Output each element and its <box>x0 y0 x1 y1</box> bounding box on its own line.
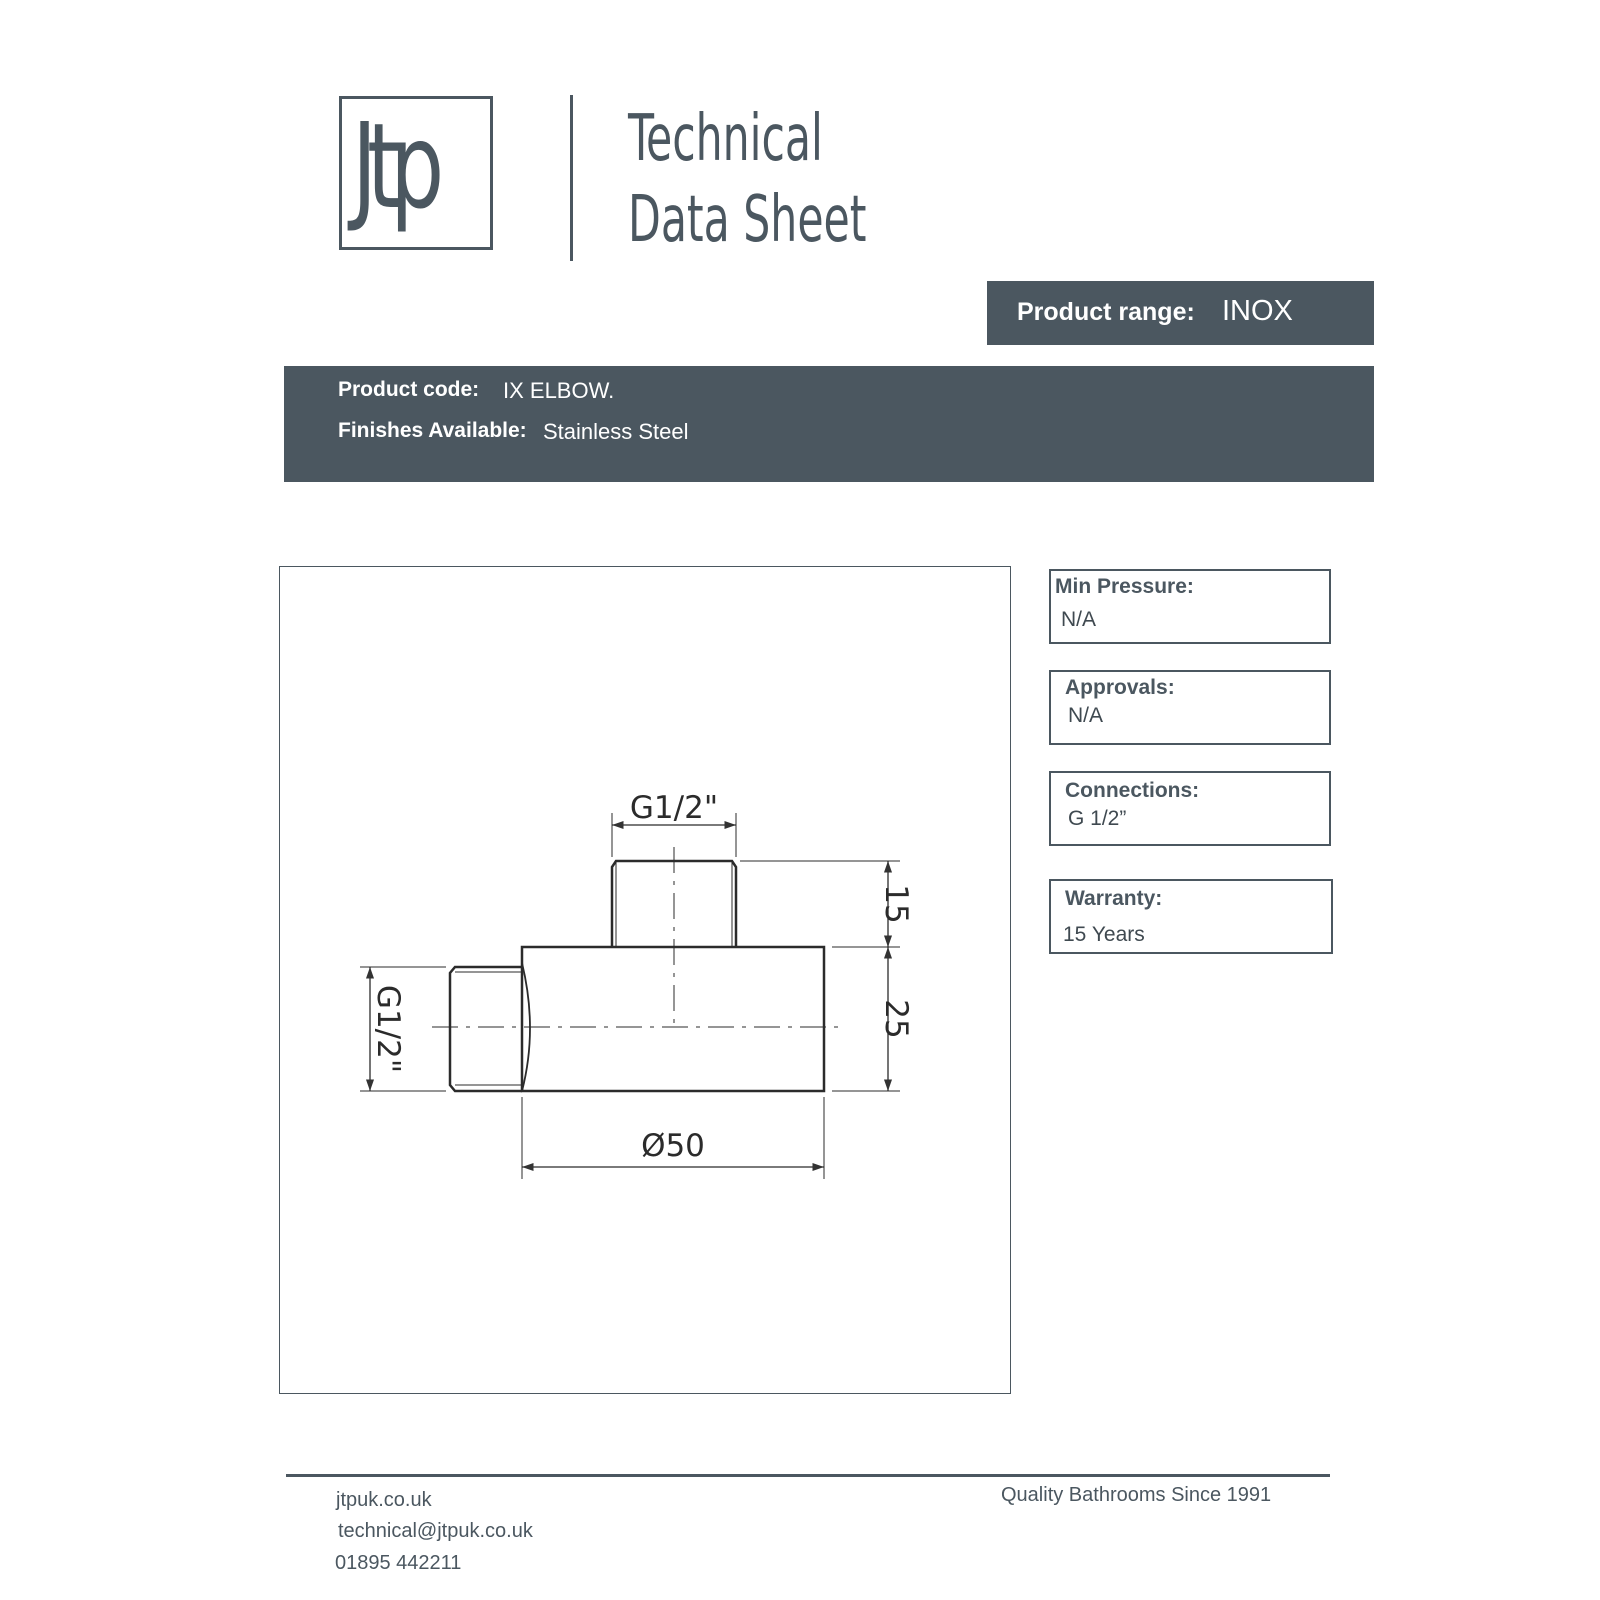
finishes-value: Stainless Steel <box>543 419 689 444</box>
header-divider <box>570 95 573 261</box>
footer-email-link[interactable]: technical@jtpuk.co.uk <box>338 1520 533 1542</box>
spec-label: Connections: <box>1065 779 1200 802</box>
product-info-band <box>284 366 1374 482</box>
footer-tagline: Quality Bathrooms Since 1991 <box>1001 1484 1272 1506</box>
technical-drawing-frame <box>279 566 1011 1394</box>
footer-divider <box>286 1474 1330 1477</box>
spec-label: Approvals: <box>1065 676 1175 699</box>
dim-label-top-thread: G1/2" <box>629 790 719 826</box>
footer-website-link[interactable]: jtpuk.co.uk <box>336 1489 432 1511</box>
technical-drawing <box>280 567 1012 1395</box>
product-range-label: Product range: <box>1017 298 1195 326</box>
brand-logo-text: Jtp <box>352 97 435 235</box>
spec-label: Min Pressure: <box>1055 575 1194 598</box>
document-title-line-1: Technical <box>628 102 823 176</box>
dim-label-body-height: 25 <box>878 999 914 1039</box>
dim-label-spigot-height: 15 <box>878 884 914 924</box>
spec-value: G 1/2” <box>1068 807 1127 830</box>
footer-phone: 01895 442211 <box>335 1552 462 1574</box>
spec-value: 15 Years <box>1063 923 1145 946</box>
spec-value: N/A <box>1061 608 1097 631</box>
product-code-value: IX ELBOW. <box>503 378 615 403</box>
spec-value: N/A <box>1068 704 1104 727</box>
spec-box-min-pressure <box>1049 569 1331 644</box>
finishes-label: Finishes Available: <box>338 419 527 442</box>
product-code-label: Product code: <box>338 378 480 401</box>
spec-label: Warranty: <box>1065 887 1163 910</box>
elbow-body <box>522 947 824 1091</box>
brand-logo <box>339 96 493 250</box>
product-range-value: INOX <box>1222 295 1293 327</box>
document-title-line-2: Data Sheet <box>628 183 867 257</box>
spec-box-approvals <box>1049 670 1331 745</box>
spec-box-connections <box>1049 771 1331 846</box>
dim-label-diameter: Ø50 <box>641 1128 705 1164</box>
product-range-bar <box>987 281 1374 345</box>
dim-label-side-thread: G1/2" <box>370 984 406 1074</box>
spec-box-warranty <box>1049 879 1333 954</box>
side-spigot <box>450 967 522 1091</box>
